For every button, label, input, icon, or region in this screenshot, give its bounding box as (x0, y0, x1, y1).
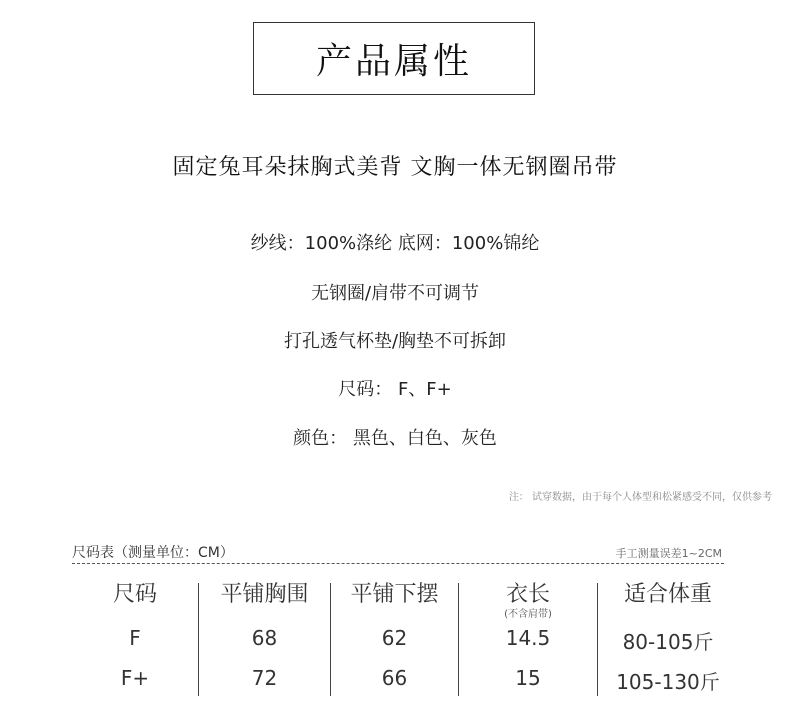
attr-material: 纱线：100%涤纶 底网：100%锦纶 (250, 233, 540, 254)
column-header: 平铺下摆 (350, 582, 439, 607)
column-header: 平铺胸围 (220, 582, 309, 607)
table-cell: F+ (120, 666, 150, 690)
table-cell: 105-130斤 (616, 670, 720, 694)
table-cell: F (129, 626, 141, 650)
table-cell: 66 (381, 666, 408, 690)
attr-pad: 打孔透气杯垫/胸垫不可拆卸 (283, 331, 507, 352)
table-dashed-rule (72, 563, 724, 564)
column-hem (331, 580, 458, 690)
column-header: 适合体重 (623, 582, 712, 607)
section-title: 产品属性 (253, 22, 535, 95)
column-bust (199, 580, 330, 690)
table-cell: 62 (381, 626, 408, 650)
attr-color: 颜色： 黑色、白色、灰色 (293, 428, 497, 449)
column-weight (598, 580, 738, 694)
product-name: 固定兔耳朵抹胸式美背 文胸一体无钢圈吊带 (172, 155, 618, 180)
fit-note: 注： 试穿数据，由于每个人体型和松紧感受不同，仅供参考 (508, 492, 772, 503)
measure-error-note: 手工测量误差1~2CM (615, 547, 722, 560)
table-cell: 15 (515, 666, 541, 690)
table-cell: 80-105斤 (622, 630, 714, 654)
column-subheader: (不含肩带) (504, 609, 552, 620)
column-length (459, 580, 597, 690)
table-cell: 68 (251, 626, 278, 650)
attr-wire-strap: 无钢圈/肩带不可调节 (310, 283, 480, 304)
table-cell: 72 (251, 666, 278, 690)
column-header: 衣长 (505, 582, 550, 607)
column-header: 尺码 (112, 582, 157, 607)
table-cell: 14.5 (505, 626, 551, 650)
column-size (72, 580, 198, 690)
size-table-caption: 尺码表（测量单位：CM） (72, 545, 234, 561)
attr-size: 尺码： F、F+ (338, 379, 452, 400)
